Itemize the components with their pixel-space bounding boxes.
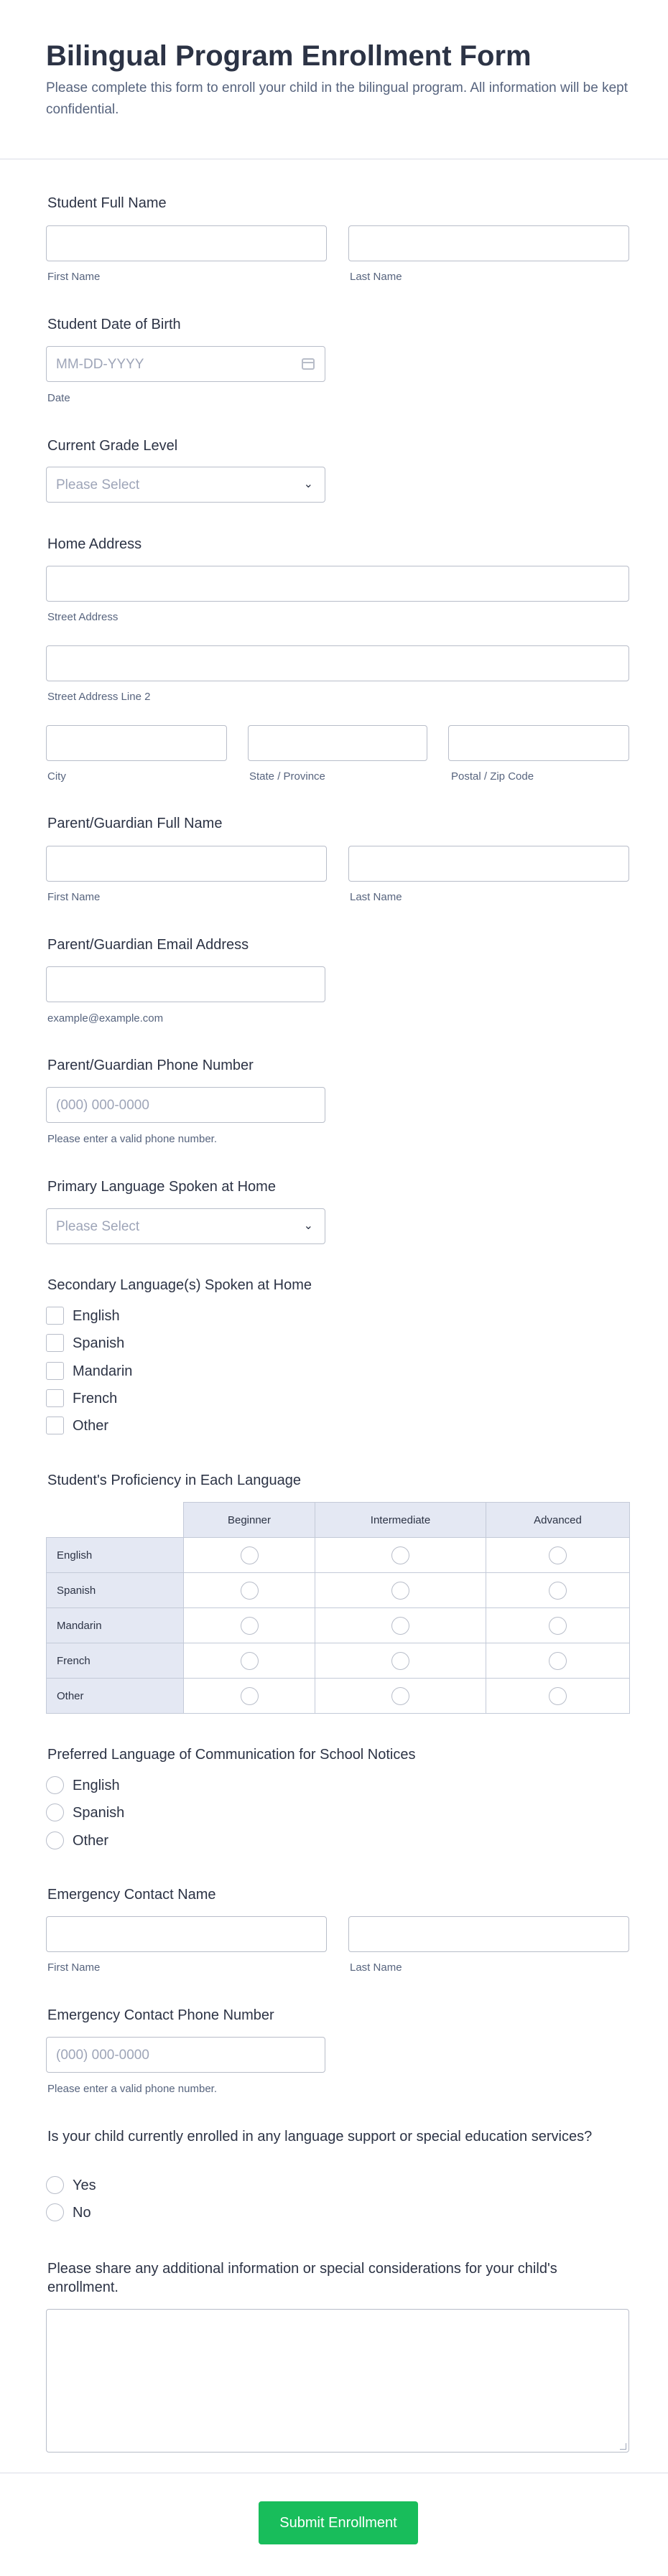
guardian-phone-sublabel: Please enter a valid phone number. <box>47 1133 217 1145</box>
student-last-name-input[interactable] <box>348 225 629 261</box>
matrix-row-label: French <box>47 1643 184 1679</box>
matrix-row-label: Spanish <box>47 1573 184 1608</box>
student-name-label: Student Full Name <box>47 195 167 211</box>
guardian-last-name-sublabel: Last Name <box>350 891 402 903</box>
primary-language-select[interactable] <box>46 1208 325 1244</box>
additional-info-textarea[interactable] <box>46 2309 629 2453</box>
dob-label: Student Date of Birth <box>47 317 181 332</box>
guardian-email-label: Parent/Guardian Email Address <box>47 937 249 953</box>
matrix-row-english <box>47 1538 630 1573</box>
matrix-row-other <box>47 1679 630 1714</box>
matrix-row-spanish <box>47 1573 630 1608</box>
matrix-row-mandarin <box>47 1608 630 1643</box>
matrix-cell[interactable] <box>486 1608 630 1643</box>
matrix-cell[interactable] <box>486 1643 630 1679</box>
emergency-phone-placeholder: (000) 000-0000 <box>56 2048 149 2063</box>
emergency-phone-label: Emergency Contact Phone Number <box>47 2007 274 2023</box>
option-label: Mandarin <box>73 1363 133 1379</box>
dob-input[interactable] <box>46 346 325 382</box>
radio-button[interactable] <box>46 2176 64 2194</box>
option-label: Other <box>73 1418 109 1434</box>
option-label: English <box>73 1778 120 1793</box>
radio-button[interactable] <box>241 1687 259 1705</box>
radio-button[interactable] <box>46 1803 64 1821</box>
grade-select[interactable] <box>46 467 325 503</box>
matrix-cell[interactable] <box>184 1538 315 1573</box>
matrix-cell[interactable] <box>184 1643 315 1679</box>
radio-button[interactable] <box>46 1776 64 1794</box>
primary-language-placeholder: Please Select <box>56 1219 140 1234</box>
emergency-first-name-sublabel: First Name <box>47 1961 101 1974</box>
matrix-row-label: Other <box>47 1679 184 1714</box>
matrix-header-row <box>47 1503 630 1538</box>
zip-sublabel: Postal / Zip Code <box>451 770 534 783</box>
dob-sublabel: Date <box>47 392 70 404</box>
radio-button[interactable] <box>549 1652 567 1670</box>
guardian-phone-placeholder: (000) 000-0000 <box>56 1098 149 1113</box>
student-first-name-sublabel: First Name <box>47 271 101 283</box>
radio-button[interactable] <box>241 1617 259 1635</box>
matrix-cell[interactable] <box>184 1679 315 1714</box>
matrix-row-label: English <box>47 1538 184 1573</box>
radio-button[interactable] <box>549 1687 567 1705</box>
zip-input[interactable] <box>448 725 629 761</box>
radio-button[interactable] <box>241 1652 259 1670</box>
form-header <box>0 0 668 159</box>
radio-button[interactable] <box>46 1831 64 1849</box>
option-label: No <box>73 2205 91 2221</box>
radio-button[interactable] <box>391 1582 409 1600</box>
grade-label: Current Grade Level <box>47 438 178 454</box>
radio-button[interactable] <box>46 2203 64 2221</box>
matrix-cell[interactable] <box>315 1608 486 1643</box>
matrix-cell[interactable] <box>315 1643 486 1679</box>
calendar-icon[interactable] <box>302 358 315 370</box>
grade-placeholder: Please Select <box>56 477 140 493</box>
support-label: Is your child currently enrolled in any language support or special education services? <box>47 2129 593 2145</box>
matrix-corner <box>47 1503 184 1538</box>
guardian-email-sublabel: example@example.com <box>47 1012 164 1025</box>
option-label: English <box>73 1308 120 1324</box>
matrix-cell[interactable] <box>315 1679 486 1714</box>
street-address-2-sublabel: Street Address Line 2 <box>47 691 151 703</box>
guardian-email-input[interactable] <box>46 966 325 1002</box>
form-description: Please complete this form to enroll your child in the bilingual program. All information will be kept confidential. <box>46 80 628 117</box>
additional-info-label: Please share any additional information or special considerations for your child's enrollment. <box>47 2261 557 2295</box>
matrix-cell[interactable] <box>315 1573 486 1608</box>
checkbox[interactable] <box>46 1307 64 1325</box>
street-address-sublabel: Street Address <box>47 611 119 623</box>
checkbox[interactable] <box>46 1417 64 1434</box>
form-title: Bilingual Program Enrollment Form <box>46 40 532 72</box>
proficiency-label: Student's Proficiency in Each Language <box>47 1473 301 1488</box>
matrix-column-header: Intermediate <box>315 1503 486 1538</box>
guardian-phone-input[interactable] <box>46 1087 325 1123</box>
submit-button[interactable]: Submit Enrollment <box>259 2501 418 2544</box>
guardian-name-label: Parent/Guardian Full Name <box>47 816 223 831</box>
matrix-row-label: Mandarin <box>47 1608 184 1643</box>
state-input[interactable] <box>248 725 427 761</box>
street-address-2-input[interactable] <box>46 645 629 681</box>
emergency-last-name-input[interactable] <box>348 1916 629 1952</box>
radio-button[interactable] <box>241 1582 259 1600</box>
matrix-cell[interactable] <box>184 1608 315 1643</box>
proficiency-matrix <box>46 1502 630 1714</box>
matrix-cell[interactable] <box>184 1573 315 1608</box>
address-label: Home Address <box>47 536 142 552</box>
guardian-phone-label: Parent/Guardian Phone Number <box>47 1058 254 1073</box>
radio-button[interactable] <box>391 1652 409 1670</box>
option-label: Other <box>73 1833 109 1849</box>
emergency-first-name-input[interactable] <box>46 1916 327 1952</box>
student-first-name-input[interactable] <box>46 225 327 261</box>
checkbox[interactable] <box>46 1334 64 1352</box>
matrix-row-french <box>47 1643 630 1679</box>
matrix-cell[interactable] <box>486 1573 630 1608</box>
checkbox[interactable] <box>46 1362 64 1380</box>
option-label: Spanish <box>73 1335 125 1351</box>
city-sublabel: City <box>47 770 66 783</box>
radio-button[interactable] <box>549 1617 567 1635</box>
checkbox[interactable] <box>46 1389 64 1407</box>
radio-button[interactable] <box>391 1687 409 1705</box>
option-label: Yes <box>73 2178 96 2193</box>
chevron-down-icon: ⌄ <box>303 478 313 490</box>
secondary-languages-label: Secondary Language(s) Spoken at Home <box>47 1277 312 1293</box>
radio-button[interactable] <box>549 1546 567 1564</box>
emergency-phone-sublabel: Please enter a valid phone number. <box>47 2083 217 2095</box>
notice-language-label: Preferred Language of Communication for School Notices <box>47 1747 416 1763</box>
student-last-name-sublabel: Last Name <box>350 271 402 283</box>
radio-button[interactable] <box>391 1546 409 1564</box>
emergency-name-label: Emergency Contact Name <box>47 1887 216 1903</box>
chevron-down-icon: ⌄ <box>303 1220 313 1232</box>
radio-button[interactable] <box>241 1546 259 1564</box>
guardian-first-name-sublabel: First Name <box>47 891 101 903</box>
guardian-first-name-input[interactable] <box>46 846 327 882</box>
matrix-column-header: Beginner <box>184 1503 315 1538</box>
guardian-last-name-input[interactable] <box>348 846 629 882</box>
matrix-column-header: Advanced <box>486 1503 630 1538</box>
street-address-input[interactable] <box>46 566 629 602</box>
primary-language-label: Primary Language Spoken at Home <box>47 1179 276 1195</box>
matrix-cell[interactable] <box>486 1538 630 1573</box>
emergency-phone-input[interactable] <box>46 2037 325 2073</box>
matrix-cell[interactable] <box>486 1679 630 1714</box>
state-sublabel: State / Province <box>249 770 325 783</box>
emergency-last-name-sublabel: Last Name <box>350 1961 402 1974</box>
matrix-cell[interactable] <box>315 1538 486 1573</box>
option-label: Spanish <box>73 1805 125 1821</box>
radio-button[interactable] <box>549 1582 567 1600</box>
radio-button[interactable] <box>391 1617 409 1635</box>
city-input[interactable] <box>46 725 227 761</box>
dob-placeholder: MM-DD-YYYY <box>56 357 144 372</box>
option-label: French <box>73 1391 118 1406</box>
resize-handle-icon[interactable] <box>620 2443 626 2450</box>
